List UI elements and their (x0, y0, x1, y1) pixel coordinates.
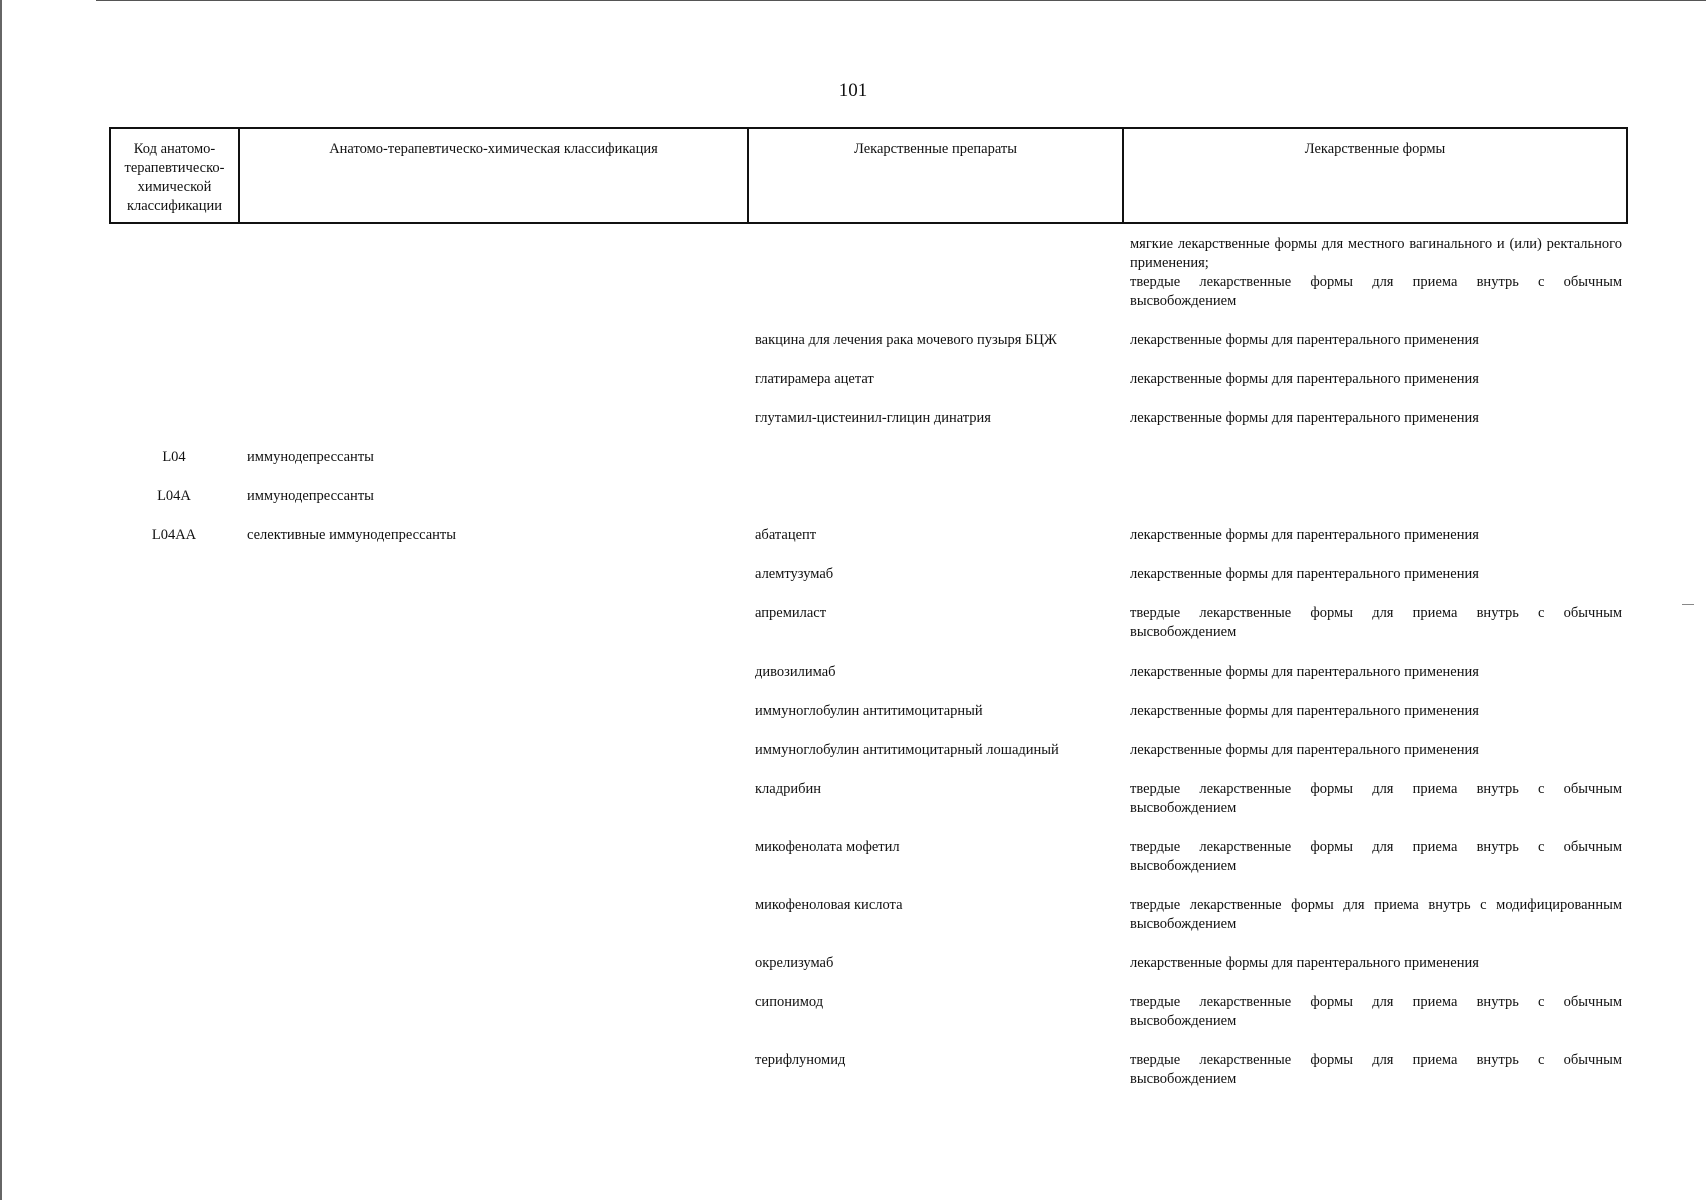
table-row-form: лекарственные формы для парентерального применения (1130, 664, 1479, 680)
table-row-code: L04A (157, 488, 191, 504)
table-row-form: твердые лекарственные формы для приема внутрь с обычным высвобождением (1130, 781, 1622, 816)
table-row-form: мягкие лекарственные формы для местного вагинального и (или) ректального применения; (1130, 236, 1622, 271)
table-row-drug: окрелизумаб (755, 955, 834, 971)
table-row-form: лекарственные формы для парентерального применения (1130, 371, 1479, 387)
table-row-drug: вакцина для лечения рака мочевого пузыря БЦЖ (755, 332, 1057, 348)
table-row-drug: микофеноловая кислота (755, 897, 903, 913)
table-row-drug: иммуноглобулин антитимоцитарный лошадиный (755, 742, 1059, 758)
table-row-drug: глутамил-цистеинил-глицин динатрия (755, 410, 991, 426)
margin-mark (1682, 604, 1694, 605)
table-row-drug: иммуноглобулин антитимоцитарный (755, 703, 983, 719)
table-row-form: лекарственные формы для парентерального применения (1130, 742, 1479, 758)
page-number: 101 (838, 80, 868, 101)
table-row-drug: абатацепт (755, 527, 817, 543)
table-row-form: твердые лекарственные формы для приема внутрь с обычным высвобождением (1130, 1052, 1622, 1087)
table-row-drug: апремиласт (755, 605, 827, 621)
table-row-form: лекарственные формы для парентерального применения (1130, 410, 1479, 426)
table-row-classification: селективные иммунодепрессанты (247, 527, 456, 543)
table-row-form: твердые лекарственные формы для приема внутрь с обычным высвобождением (1130, 605, 1622, 640)
table-row-drug: терифлуномид (755, 1052, 846, 1068)
table-row-form: лекарственные формы для парентерального применения (1130, 955, 1479, 971)
header-code: Код анатомо-терапевтическо-химической классификации (111, 129, 240, 222)
table-row-drug: кладрибин (755, 781, 822, 797)
table-row-form: твердые лекарственные формы для приема внутрь с модифицированным высвобождением (1130, 897, 1622, 932)
table-header (109, 127, 1628, 224)
header-forms: Лекарственные формы (1304, 141, 1446, 157)
table-row-classification: иммунодепрессанты (247, 488, 374, 504)
table-row-drug: дивозилимаб (755, 664, 836, 680)
table-row-form: лекарственные формы для парентерального применения (1130, 332, 1479, 348)
table-row-form: твердые лекарственные формы для приема внутрь с обычным высвобождением (1130, 994, 1622, 1029)
table-row-classification: иммунодепрессанты (247, 449, 374, 465)
table-row-form: твердые лекарственные формы для приема внутрь с обычным высвобождением (1130, 839, 1622, 874)
left-border-line (0, 0, 2, 1200)
table-row-drug: глатирамера ацетат (755, 371, 874, 387)
table-row-drug: микофенолата мофетил (755, 839, 900, 855)
table-row-drug: алемтузумаб (755, 566, 834, 582)
table-row-code: L04AA (151, 527, 197, 543)
table-row-code: L04 (162, 449, 186, 465)
header-classification: Анатомо-терапевтическо-химическая классификация (240, 129, 749, 222)
top-border-line (96, 0, 1706, 1)
table-row-form: лекарственные формы для парентерального применения (1130, 527, 1479, 543)
table-row-form: лекарственные формы для парентерального применения (1130, 703, 1479, 719)
table-row-form: лекарственные формы для парентерального применения (1130, 566, 1479, 582)
table-row-drug: сипонимод (755, 994, 824, 1010)
header-drugs: Лекарственные препараты (749, 129, 1124, 222)
table-row-form: твердые лекарственные формы для приема внутрь с обычным высвобождением (1130, 274, 1622, 309)
